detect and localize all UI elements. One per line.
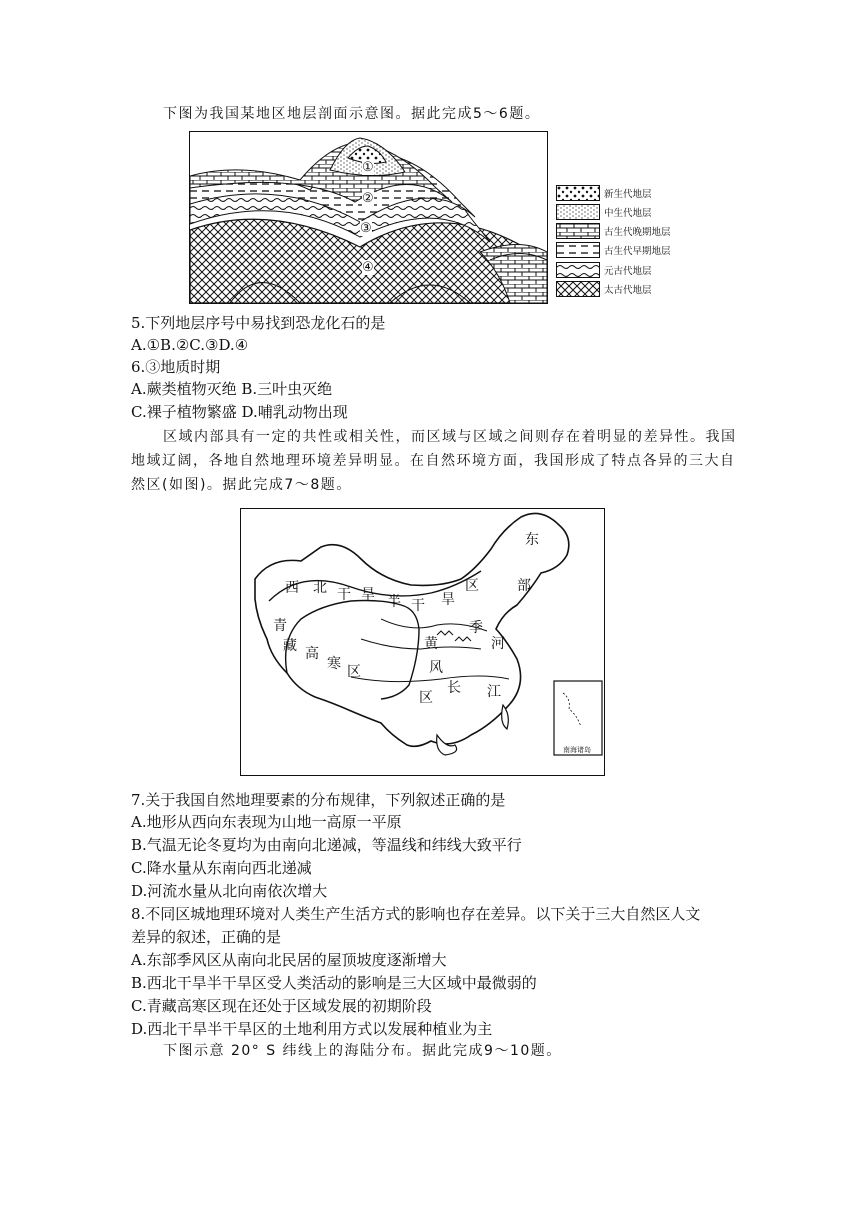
layer-label-2: ② bbox=[362, 191, 374, 206]
map-label-huang: 黄 bbox=[424, 636, 438, 652]
q7-stem: 7.关于我国自然地理要素的分布规律，下列叙述正确的是 bbox=[131, 791, 506, 809]
map-label-qu2: 区 bbox=[347, 664, 361, 680]
intro-text-1: 下图为我国某地区地层剖面示意图。据此完成5～6题。 bbox=[163, 106, 541, 122]
china-regions-map bbox=[240, 508, 605, 776]
map-inset-label: 南海诸岛 bbox=[563, 746, 591, 754]
map-label-chang: 长 bbox=[447, 680, 461, 696]
q6-options-1: A.蕨类植物灭绝 B.三叶虫灭绝 bbox=[131, 380, 333, 398]
map-label-qu1: 区 bbox=[465, 578, 479, 594]
map-label-gan2: 干 bbox=[411, 598, 425, 614]
legend-item-mesozoic: 中生代地层 bbox=[556, 203, 652, 221]
q8-option-c: C.青藏高寒区现在还处于区域发展的初期阶段 bbox=[131, 997, 432, 1015]
map-label-zang: 藏 bbox=[283, 638, 297, 654]
q8-option-a: A.东部季风区从南向北民居的屋顶坡度逐渐增大 bbox=[131, 951, 447, 969]
strata-diagram bbox=[190, 132, 547, 303]
legend-item-early-paleozoic: 古生代早期地层 bbox=[556, 241, 671, 259]
map-label-bu: 部 bbox=[517, 578, 531, 594]
intro-text-3: 下图示意 20° S 纬线上的海陆分布。据此完成9～10题。 bbox=[163, 1043, 562, 1059]
q8-stem-2: 差异的叙述，正确的是 bbox=[131, 928, 282, 946]
map-label-jiang: 江 bbox=[487, 684, 501, 700]
intro-text-2: 区域内部具有一定的共性或相关性，而区域与区域之间则存在着明显的差异性。我国地域辽阔，各地自然地理环境差异明显。在自然环境方面，我国形成了特点各异的三大自然区(如图)。据此完成7～8题。 bbox=[131, 429, 737, 493]
layer-label-4: ④ bbox=[362, 260, 374, 275]
map-label-xi: 西 bbox=[285, 580, 299, 596]
strata-legend bbox=[556, 184, 676, 300]
q7-option-b: B.气温无论冬夏均为由南向北递减，等温线和纬线大致平行 bbox=[131, 836, 522, 854]
map-label-feng: 风 bbox=[429, 660, 443, 676]
layer-label-1: ① bbox=[362, 160, 374, 175]
q8-stem-1: 8.不同区城地理环境对人类生产生活方式的影响也存在差异。以下关于三大自然区人文 bbox=[131, 905, 701, 923]
map-label-gan1: 干 bbox=[337, 587, 351, 603]
map-label-gao: 高 bbox=[305, 646, 319, 662]
map-label-qu3: 区 bbox=[419, 690, 433, 706]
map-label-han3: 寒 bbox=[327, 656, 341, 672]
legend-item-cenozoic: 新生代地层 bbox=[556, 184, 652, 202]
map-label-qing: 青 bbox=[273, 618, 287, 634]
q8-option-d: D.西北干旱半干旱区的土地利用方式以发展种植业为主 bbox=[131, 1020, 493, 1038]
map-label-bei: 北 bbox=[313, 580, 327, 596]
legend-item-archean: 太古代地层 bbox=[556, 280, 652, 298]
q5-stem: 5.下列地层序号中易找到恐龙化石的是 bbox=[131, 314, 386, 332]
q7-option-a: A.地形从西向东表现为山地一高原一平原 bbox=[131, 813, 402, 831]
q7-option-d: D.河流水量从北向南依次增大 bbox=[131, 882, 328, 900]
strata-section-figure bbox=[189, 131, 548, 304]
q8-option-b: B.西北干旱半干旱区受人类活动的影响是三大区域中最微弱的 bbox=[131, 974, 537, 992]
map-label-he: 河 bbox=[491, 636, 505, 652]
layer-label-3: ③ bbox=[360, 221, 372, 236]
map-label-ban: 半 bbox=[387, 594, 401, 610]
map-label-han2: 旱 bbox=[441, 592, 455, 608]
legend-item-proterozoic: 元古代地层 bbox=[556, 261, 652, 279]
legend-item-late-paleozoic: 古生代晚期地层 bbox=[556, 222, 671, 240]
map-label-han1: 旱 bbox=[361, 587, 375, 603]
map-label-dong: 东 bbox=[525, 532, 539, 548]
q7-option-c: C.降水量从东南向西北递减 bbox=[131, 859, 312, 877]
q6-options-2: C.裸子植物繁盛 D.哺乳动物出现 bbox=[131, 403, 348, 421]
q6-stem: 6.③地质时期 bbox=[131, 358, 221, 376]
q5-options: A.①B.②C.③D.④ bbox=[131, 336, 249, 354]
map-label-ji: 季 bbox=[469, 620, 483, 636]
